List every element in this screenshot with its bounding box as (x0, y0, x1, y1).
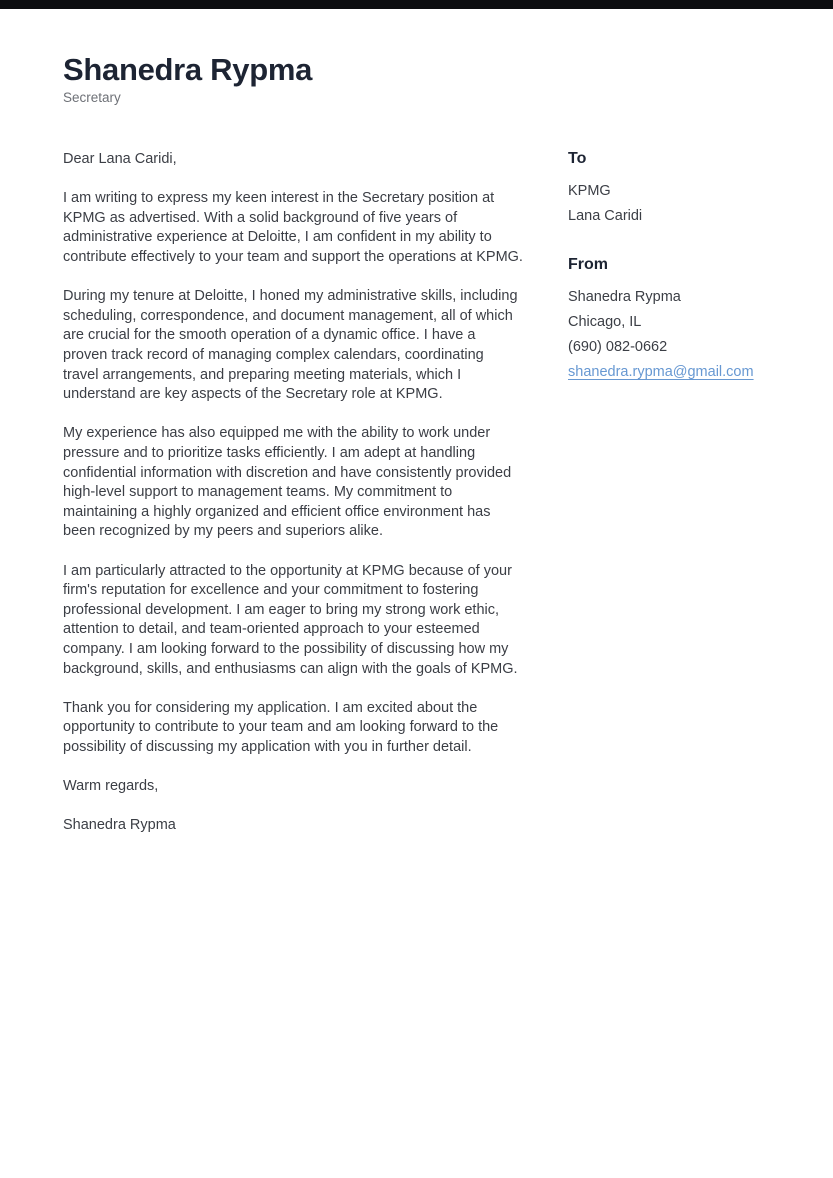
letter-content (0, 105, 833, 836)
recipient-company: KPMG (568, 183, 611, 200)
sender-name: Shanedra Rypma (568, 289, 681, 306)
letter-body (63, 150, 523, 836)
letter-paragraph: During my tenure at Deloitte, I honed my administrative skills, including scheduling, correspondence, and document management, all of which are crucial for the smooth operation of a dynamic office. I have a proven track record of managing complex calendars, coordinating travel arrangements, and preparing meeting materials, which I understand are key aspects of the Secretary role at KPMG. (63, 288, 518, 403)
sender-location: Chicago, IL (568, 314, 642, 331)
recipient-name: Lana Caridi (568, 208, 643, 225)
letter-paragraph: Thank you for considering my application. I am excited about the opportunity to contribute to your team and am looking forward to the possibility of discussing my application with you in further detail. (63, 699, 499, 755)
email-link[interactable]: shanedra.rypma@gmail.com (568, 364, 754, 381)
letter-signature: Shanedra Rypma (63, 817, 176, 834)
letter-paragraph: My experience has also equipped me with the ability to work under pressure and to prioritize tasks efficiently. I am adept at handling confidential information with discretion and have consistently provided high-level support to management teams. My commitment to maintaining a highly organized and efficient office environment has been recognized by my peers and superiors alike. (63, 425, 512, 540)
sender-phone: (690) 082-0662 (568, 339, 668, 356)
letter-closing: Warm regards, (63, 778, 159, 795)
candidate-name: Shanedra Rypma (63, 52, 313, 87)
contact-sidebar (568, 150, 828, 385)
letter-paragraph: I am writing to express my keen interest in the Secretary position at KPMG as advertised. With a solid background of five years of administrative experience at Deloitte, I am confident in my ability to contribute effectively to your team and support the operations at KPMG. (63, 190, 523, 266)
from-section (568, 256, 828, 385)
top-accent-bar (0, 0, 833, 9)
to-heading: To (568, 150, 587, 168)
to-section (568, 150, 828, 229)
letter-header (0, 0, 833, 105)
letter-paragraph: I am particularly attracted to the opportunity at KPMG because of your firm's reputation for excellence and your commitment to fostering professional development. I am eager to bring my strong work ethic, attention to detail, and team-oriented approach to your esteemed company. I am looking forward to the possibility of discussing how my background, skills, and enthusiasms can align with the goals of KPMG. (63, 562, 518, 677)
from-heading: From (568, 256, 608, 274)
letter-greeting: Dear Lana Caridi, (63, 151, 177, 168)
job-title: Secretary (63, 90, 121, 106)
